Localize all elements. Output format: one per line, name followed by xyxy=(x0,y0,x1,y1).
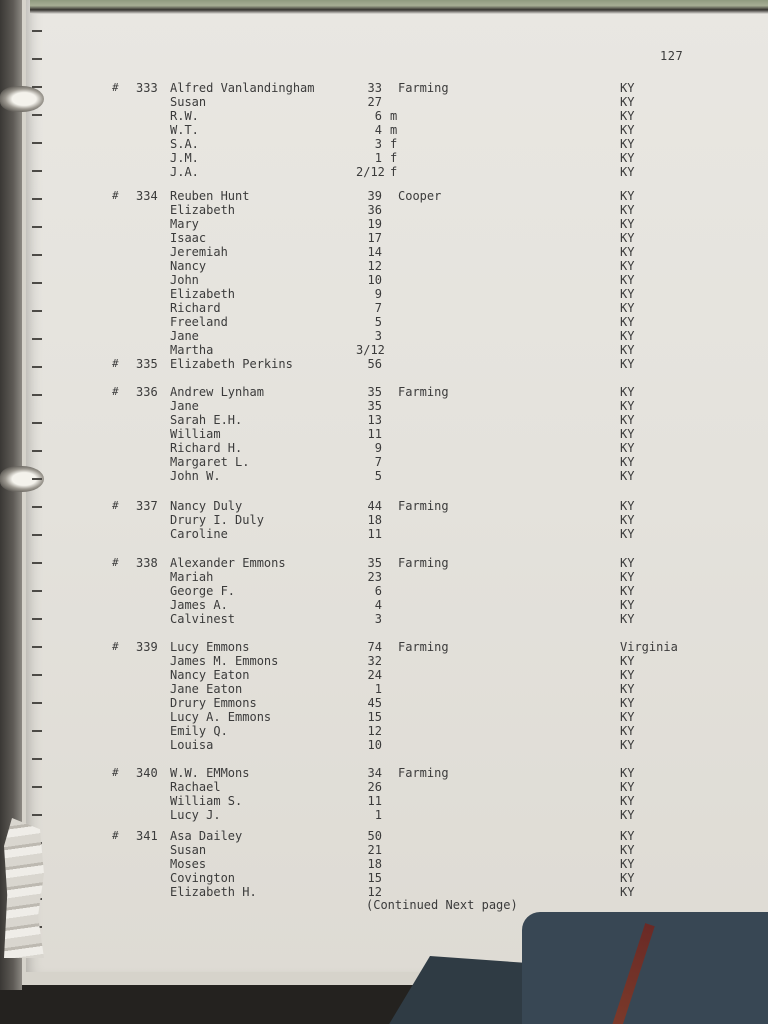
perforation-tick xyxy=(32,114,42,116)
household-number: 339 xyxy=(136,640,158,654)
person-name: Drury Emmons xyxy=(170,696,257,710)
birthplace: KY xyxy=(620,499,635,513)
perforation-tick xyxy=(32,562,42,564)
perforation-tick xyxy=(32,366,42,368)
person-name: Margaret L. xyxy=(170,455,250,469)
person-age: 33 xyxy=(367,81,382,95)
person-age: 4 xyxy=(374,123,382,137)
person-sex: f xyxy=(390,137,398,151)
birthplace: KY xyxy=(620,696,635,710)
person-age: 18 xyxy=(367,857,382,871)
perforation-tick xyxy=(32,506,42,508)
birthplace: KY xyxy=(620,245,635,259)
birthplace: KY xyxy=(620,343,635,357)
person-name: J.A. xyxy=(170,165,199,179)
person-name: George F. xyxy=(170,584,236,598)
birthplace: KY xyxy=(620,527,635,541)
birthplace: KY xyxy=(620,329,635,343)
person-age: 5 xyxy=(374,469,382,483)
occupation: Farming xyxy=(398,766,449,780)
person-age: 13 xyxy=(367,413,382,427)
page-top-edge xyxy=(30,0,768,14)
household-number: 335 xyxy=(136,357,158,371)
birthplace: KY xyxy=(620,724,635,738)
birthplace: KY xyxy=(620,259,635,273)
person-name: Andrew Lynham xyxy=(170,385,264,399)
person-name: W.T. xyxy=(170,123,199,137)
household-number: 338 xyxy=(136,556,158,570)
person-name: Jane xyxy=(170,329,199,343)
person-name: Nancy Duly xyxy=(170,499,243,513)
birthplace: KY xyxy=(620,570,635,584)
binder-hole-top xyxy=(0,86,44,112)
person-name: J.M. xyxy=(170,151,199,165)
birthplace: KY xyxy=(620,871,635,885)
birthplace: KY xyxy=(620,766,635,780)
person-name: Alfred Vanlandingham xyxy=(170,81,315,95)
person-age: 74 xyxy=(367,640,382,654)
person-name: Elizabeth xyxy=(170,203,236,217)
birthplace: Virginia xyxy=(620,640,678,654)
person-sex: m xyxy=(390,123,398,137)
birthplace: KY xyxy=(620,710,635,724)
continued-note: (Continued Next page) xyxy=(366,898,518,912)
person-age: 56 xyxy=(367,357,382,371)
birthplace: KY xyxy=(620,427,635,441)
birthplace: KY xyxy=(620,885,635,899)
person-age: 21 xyxy=(367,843,382,857)
birthplace: KY xyxy=(620,123,635,137)
person-name: William S. xyxy=(170,794,243,808)
household-mark: # xyxy=(112,357,119,370)
person-age: 6 xyxy=(374,109,382,123)
birthplace: KY xyxy=(620,843,635,857)
perforation-tick xyxy=(32,394,42,396)
household-number: 333 xyxy=(136,81,158,95)
household-mark: # xyxy=(112,189,119,202)
perforation-tick xyxy=(32,170,42,172)
birthplace: KY xyxy=(620,357,635,371)
occupation: Cooper xyxy=(398,189,442,203)
birthplace: KY xyxy=(620,829,635,843)
household-number: 341 xyxy=(136,829,158,843)
perforation-tick xyxy=(32,646,42,648)
person-age: 2/12 xyxy=(356,165,385,179)
person-sex: f xyxy=(390,151,398,165)
person-name: John xyxy=(170,273,199,287)
person-age: 26 xyxy=(367,780,382,794)
person-age: 35 xyxy=(367,385,382,399)
person-age: 15 xyxy=(367,710,382,724)
birthplace: KY xyxy=(620,668,635,682)
perforation-tick xyxy=(32,674,42,676)
birthplace: KY xyxy=(620,95,635,109)
person-age: 18 xyxy=(367,513,382,527)
household-mark: # xyxy=(112,81,119,94)
person-sex: m xyxy=(390,109,398,123)
person-age: 12 xyxy=(367,724,382,738)
person-name: Lucy A. Emmons xyxy=(170,710,272,724)
birthplace: KY xyxy=(620,287,635,301)
person-age: 9 xyxy=(374,287,382,301)
person-name: Elizabeth Perkins xyxy=(170,357,293,371)
birthplace: KY xyxy=(620,654,635,668)
person-name: Jane Eaton xyxy=(170,682,243,696)
person-age: 3/12 xyxy=(356,343,385,357)
household-mark: # xyxy=(112,829,119,842)
perforation-tick xyxy=(32,338,42,340)
birthplace: KY xyxy=(620,455,635,469)
person-name: Jane xyxy=(170,399,199,413)
birthplace: KY xyxy=(620,682,635,696)
person-age: 3 xyxy=(374,137,382,151)
perforation-tick xyxy=(32,450,42,452)
birthplace: KY xyxy=(620,399,635,413)
person-name: Richard xyxy=(170,301,221,315)
perforation-tick xyxy=(32,422,42,424)
perforation-tick xyxy=(32,814,42,816)
birthplace: KY xyxy=(620,385,635,399)
person-age: 4 xyxy=(374,598,382,612)
perforation-tick xyxy=(32,786,42,788)
person-age: 35 xyxy=(367,399,382,413)
person-age: 50 xyxy=(367,829,382,843)
person-age: 1 xyxy=(374,682,382,696)
person-name: Lucy Emmons xyxy=(170,640,250,654)
perforation-tick xyxy=(32,226,42,228)
birthplace: KY xyxy=(620,301,635,315)
birthplace: KY xyxy=(620,469,635,483)
perforation-tick xyxy=(32,282,42,284)
person-age: 23 xyxy=(367,570,382,584)
person-age: 34 xyxy=(367,766,382,780)
person-age: 17 xyxy=(367,231,382,245)
perforation-tick xyxy=(32,730,42,732)
torn-page-edge xyxy=(4,818,44,958)
person-name: Mary xyxy=(170,217,199,231)
household-mark: # xyxy=(112,385,119,398)
person-name: John W. xyxy=(170,469,221,483)
perforation-tick xyxy=(32,618,42,620)
perforation-tick xyxy=(32,86,42,88)
person-age: 39 xyxy=(367,189,382,203)
birthplace: KY xyxy=(620,315,635,329)
birthplace: KY xyxy=(620,513,635,527)
person-name: Emily Q. xyxy=(170,724,228,738)
household-number: 337 xyxy=(136,499,158,513)
perforation-tick xyxy=(32,310,42,312)
person-age: 19 xyxy=(367,217,382,231)
person-name: Elizabeth H. xyxy=(170,885,257,899)
household-number: 340 xyxy=(136,766,158,780)
person-age: 6 xyxy=(374,584,382,598)
birthplace: KY xyxy=(620,151,635,165)
person-age: 11 xyxy=(367,794,382,808)
person-age: 10 xyxy=(367,273,382,287)
person-age: 1 xyxy=(374,151,382,165)
page-number: 127 xyxy=(660,49,684,63)
person-name: Jeremiah xyxy=(170,245,228,259)
person-age: 5 xyxy=(374,315,382,329)
person-name: Mariah xyxy=(170,570,214,584)
perforation-tick xyxy=(32,58,42,60)
household-number: 336 xyxy=(136,385,158,399)
birthplace: KY xyxy=(620,413,635,427)
person-age: 7 xyxy=(374,455,382,469)
birthplace: KY xyxy=(620,273,635,287)
person-age: 45 xyxy=(367,696,382,710)
occupation: Farming xyxy=(398,385,449,399)
person-name: Reuben Hunt xyxy=(170,189,250,203)
birthplace: KY xyxy=(620,137,635,151)
household-number: 334 xyxy=(136,189,158,203)
person-name: Asa Dailey xyxy=(170,829,243,843)
perforation-tick xyxy=(32,758,42,760)
person-name: Moses xyxy=(170,857,207,871)
person-name: Covington xyxy=(170,871,236,885)
birthplace: KY xyxy=(620,231,635,245)
person-age: 35 xyxy=(367,556,382,570)
person-name: Susan xyxy=(170,843,207,857)
person-age: 44 xyxy=(367,499,382,513)
person-name: William xyxy=(170,427,221,441)
household-mark: # xyxy=(112,766,119,779)
person-age: 32 xyxy=(367,654,382,668)
person-name: Martha xyxy=(170,343,214,357)
person-age: 12 xyxy=(367,885,382,899)
person-age: 11 xyxy=(367,527,382,541)
person-age: 36 xyxy=(367,203,382,217)
perforation-tick xyxy=(32,534,42,536)
perforation-tick xyxy=(32,30,42,32)
birthplace: KY xyxy=(620,556,635,570)
occupation: Farming xyxy=(398,556,449,570)
person-name: James M. Emmons xyxy=(170,654,279,668)
person-name: Nancy Eaton xyxy=(170,668,250,682)
perforation-tick xyxy=(32,254,42,256)
person-name: Alexander Emmons xyxy=(170,556,286,570)
birthplace: KY xyxy=(620,109,635,123)
person-age: 14 xyxy=(367,245,382,259)
person-age: 12 xyxy=(367,259,382,273)
birthplace: KY xyxy=(620,441,635,455)
birthplace: KY xyxy=(620,857,635,871)
person-name: R.W. xyxy=(170,109,199,123)
birthplace: KY xyxy=(620,217,635,231)
occupation: Farming xyxy=(398,81,449,95)
household-mark: # xyxy=(112,556,119,569)
person-age: 1 xyxy=(374,808,382,822)
person-age: 9 xyxy=(374,441,382,455)
birthplace: KY xyxy=(620,203,635,217)
perforation-tick xyxy=(32,478,42,480)
person-name: Caroline xyxy=(170,527,228,541)
household-mark: # xyxy=(112,499,119,512)
person-age: 15 xyxy=(367,871,382,885)
person-name: Lucy J. xyxy=(170,808,221,822)
birthplace: KY xyxy=(620,738,635,752)
person-name: Elizabeth xyxy=(170,287,236,301)
person-name: Isaac xyxy=(170,231,207,245)
person-age: 3 xyxy=(374,612,382,626)
person-name: Nancy xyxy=(170,259,207,273)
person-age: 11 xyxy=(367,427,382,441)
occupation: Farming xyxy=(398,499,449,513)
person-name: Susan xyxy=(170,95,207,109)
birthplace: KY xyxy=(620,794,635,808)
perforation-tick xyxy=(32,142,42,144)
person-name: Calvinest xyxy=(170,612,236,626)
birthplace: KY xyxy=(620,780,635,794)
birthplace: KY xyxy=(620,165,635,179)
person-age: 24 xyxy=(367,668,382,682)
person-age: 10 xyxy=(367,738,382,752)
birthplace: KY xyxy=(620,808,635,822)
person-name: Louisa xyxy=(170,738,214,752)
person-name: Rachael xyxy=(170,780,221,794)
perforation-tick xyxy=(32,590,42,592)
birthplace: KY xyxy=(620,81,635,95)
person-name: S.A. xyxy=(170,137,199,151)
birthplace: KY xyxy=(620,584,635,598)
person-name: Sarah E.H. xyxy=(170,413,243,427)
person-name: Freeland xyxy=(170,315,228,329)
person-name: Richard H. xyxy=(170,441,243,455)
birthplace: KY xyxy=(620,598,635,612)
person-name: James A. xyxy=(170,598,228,612)
person-sex: f xyxy=(390,165,398,179)
household-mark: # xyxy=(112,640,119,653)
person-age: 27 xyxy=(367,95,382,109)
census-page xyxy=(26,0,768,972)
birthplace: KY xyxy=(620,612,635,626)
perforation-tick xyxy=(32,702,42,704)
person-name: Drury I. Duly xyxy=(170,513,264,527)
birthplace: KY xyxy=(620,189,635,203)
person-age: 7 xyxy=(374,301,382,315)
person-age: 3 xyxy=(374,329,382,343)
occupation: Farming xyxy=(398,640,449,654)
perforation-tick xyxy=(32,198,42,200)
person-name: W.W. EMMons xyxy=(170,766,250,780)
